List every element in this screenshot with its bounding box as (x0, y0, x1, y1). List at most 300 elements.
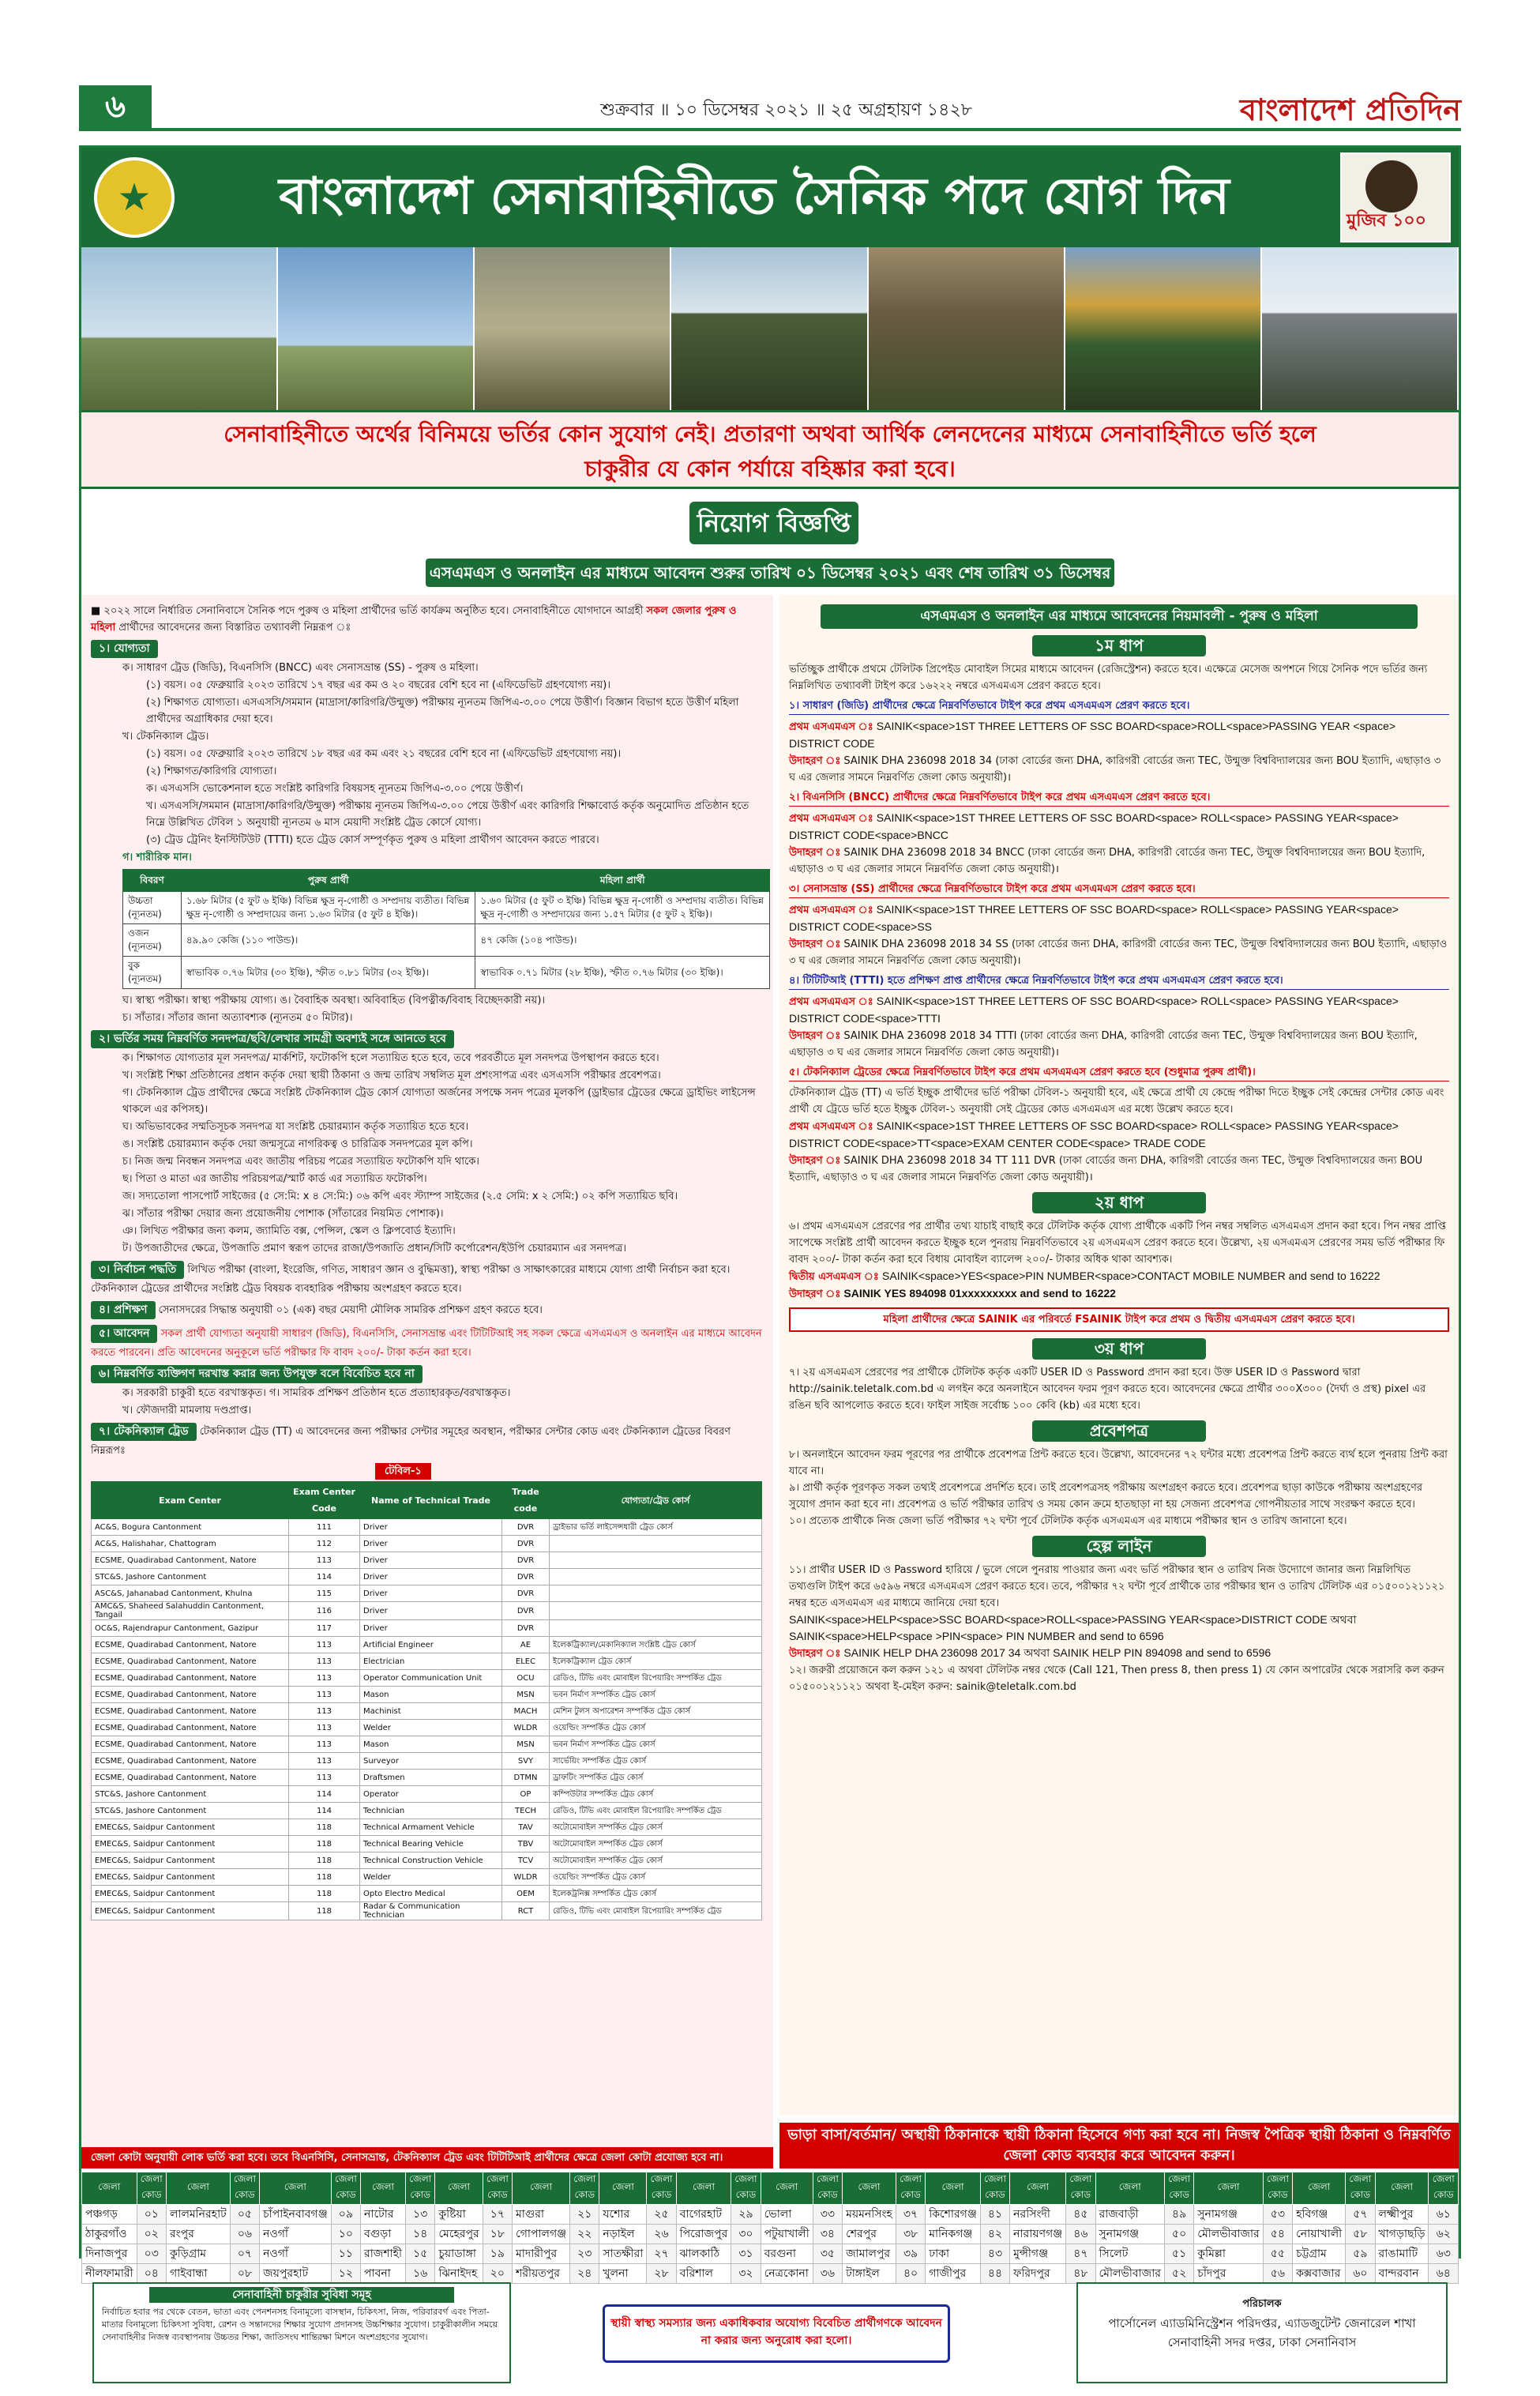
district-code: ৫৫ (1263, 2244, 1292, 2264)
district-code-header: জেলা কোড (1346, 2172, 1375, 2205)
district-code-header: জেলা কোড (137, 2172, 166, 2205)
table-cell: OP (502, 1786, 550, 1803)
text-line: সেনাসদরের সিদ্ধান্ত অনুযায়ী ০১ (এক) বছর মেয়াদী মৌলিক সামরিক প্রশিক্ষণ গ্রহণ করতে হবে। (158, 1304, 543, 1316)
table-cell: Driver (360, 1552, 502, 1569)
text-line: (২) শিক্ষাগত যোগ্যতা। এসএসসি/সমমান (মাদ্রাসা/কারিগরি/উন্মুক্ত) পরীক্ষায় ন্যূনতম জিপিএ-৩.০০ পেয়ে উত্তীর্ণ। বিজ্ঞান বিভাগ হতে উত্তীর্ণ মহিলা প্রার্থীদের অগ্রাধিকার দেয়া হবে। (146, 697, 739, 725)
table-cell: কম্পিউটার সম্পর্কিত ট্রেড কোর্স (550, 1786, 762, 1803)
district-name: কুড়িগ্রাম (166, 2244, 230, 2264)
table-row (92, 1886, 762, 1902)
district-code: ০৯ (331, 2205, 360, 2225)
district-name-header: জেলা (513, 2172, 570, 2205)
sms-rules-heading: এসএমএস ও অনলাইন এর মাধ্যমে আবেদনের নিয়মাবলী - পুরুষ ও মহিলা (821, 604, 1418, 629)
text-line: ক। এসএসসি ভোকেশনাল হতে সংশ্লিষ্ট কারিগরি বিষয়সহ ন্যূনতম জিপিএ-৩.০০ পেয়ে উত্তীর্ণ। (146, 783, 524, 795)
district-code-header: জেলা কোড (406, 2172, 435, 2205)
helpline-sms-example: SAINIK HELP DHA 236098 2017 34 অথবা SAINIK HELP PIN 894098 and send to 6596 (843, 1646, 1271, 1659)
helpline-text: ১১। প্রার্থীর USER ID ও Password হারিয়ে / ভুলে গেলে পুনরায় পাওয়ার জন্য এবং ভর্তি পরীক্ষার স্থান ও তারিখ নিজ উদ্যোগে জানার জন্য নিম্নলিখিত তথ্যগুলি টাইপ করে ৬৫৯৬ নম্বরে এসএমএস প্রেরণ করতে হবে। তবে, পরীক্ষার ৭২ ঘন্টা পূর্বে প্রার্থীকে তার পরীক্ষার স্থান ও তারিখ টেলিটক এর ০১৫০০১২১১২১ নম্বর হতে এসএমএস এর মাধ্যমে জানিয়ে দেয়া হবে। (789, 1564, 1445, 1609)
table-cell: ১.৬০ মিটার (৫ ফুট ৩ ইঞ্চি) বিভিন্ন ক্ষুদ্র নৃ-গোষ্ঠী ও সম্প্রদায় ব্যতীত। বিভিন্ন ক্ষুদ্র নৃ-গোষ্ঠী ও সম্প্রদায়ের জন্য ১.৫৭ মিটার (৫ ফুট ২ ইঞ্চি)। (475, 892, 770, 924)
district-code-header: জেলা কোড (813, 2172, 842, 2205)
table-cell: 113 (289, 1552, 360, 1569)
district-code: ৫০ (1164, 2225, 1193, 2244)
district-name: নোয়াখালী (1293, 2225, 1346, 2244)
text-line: (১) বয়স। ০৫ ফেব্রুয়ারি ২০২৩ তারিখে ১৭ বছর এর কম ও ২০ বছরের বেশি হবে না (এফিডেভিট গ্রহণযোগ্য নয়)। (146, 679, 610, 691)
table-cell: WLDR (502, 1720, 550, 1736)
table-row (82, 2225, 1459, 2244)
table-cell: 113 (289, 1670, 360, 1687)
tt-sms-format: SAINIK<space>1ST THREE LETTERS OF SSC BOARD<space> ROLL<space> PASSING YEAR<space> DISTRICT CODE<space>TT<space>EXAM CENTER CODE<space> TRADE CODE (789, 1119, 1399, 1149)
admit-card-heading: প্রবেশপত্র (1032, 1420, 1206, 1442)
district-code-header: জেলা কোড (1066, 2172, 1095, 2205)
step-3-text: ৭। ২য় এসএমএস প্রেরণের পর প্রার্থীকে টেলিটক কর্তৃক একটি USER ID ও Password প্রদান করা হবে। উক্ত USER ID ও Password দ্বারা http://sainik.teletalk.com.bd এ লগইন করে অনলাইনে আবেদন ফরম পূরণ করতে হবে। আবেদনের ক্ষেত্রে প্রার্থীর ৩০০X৩০০ (দৈর্ঘ্য ও প্রস্থ) pixel এর রঙিন ছবি আপলোড করতে হবে। ফাইল সাইজ সর্বোচ্চ ১০০ কেবি (kb) এর মধ্যে হবে। (789, 1367, 1426, 1412)
district-name: শরীয়তপুর (513, 2264, 570, 2284)
text-line: সকল প্রার্থী যোগ্যতা অনুযায়ী সাধারণ (জিডি), বিএনসিসি, সেনাসভ্রান্ত এবং টিটিটিআই সহ সকল ক্ষেত্রে এসএমএস ও অনলাইন এর মাধ্যমে আবেদন করতে পারবেন। (91, 1328, 762, 1359)
district-name: মানিকগঞ্জ (926, 2225, 981, 2244)
table-header: যোগ্যতা/ট্রেড কোর্স (550, 1482, 762, 1519)
district-code: ৪৩ (980, 2244, 1009, 2264)
table-cell: রেডিও, টিভি এবং মোবাইল রিপেয়ারিং সম্পর্কিত ট্রেড (550, 1670, 762, 1687)
table-cell: 113 (289, 1703, 360, 1720)
table-cell: 113 (289, 1736, 360, 1753)
table-cell: Driver (360, 1536, 502, 1552)
table-cell: স্বাভাবিক ০.৭৬ মিটার (৩০ ইঞ্চি), স্ফীত ০.৮১ মিটার (৩২ ইঞ্চি)। (181, 957, 475, 989)
district-name: নীলফামারী (82, 2264, 137, 2284)
director-box (1076, 2282, 1448, 2383)
table-header: বিবরণ (123, 870, 182, 892)
text-line: টেকনিক্যাল ট্রেড (TT) এ আবেদনের জন্য পরীক্ষার সেন্টার সমূহের অবস্থান, পরীক্ষার সেন্টার কোড এবং টেকনিক্যাল ট্রেডের বিবরণ নিম্নরূপঃ (91, 1426, 731, 1457)
table-cell: EMEC&S, Saidpur Cantonment (92, 1836, 289, 1852)
section-technical-trade: ৭। টেকনিক্যাল ট্রেড (91, 1423, 197, 1441)
district-code: ২৫ (647, 2205, 676, 2225)
district-name-header: জেলা (1194, 2172, 1263, 2205)
ss-sms-example: SAINIK DHA 236098 2018 34 SS (ঢাকা বোর্ডের জন্য DHA, কারিগরী বোর্ডের জন্য TEC, উন্মুক্ত বিশ্ববিদ্যালয়ের জন্য BOU ইত্যাদি, এছাড়াও ৩ ঘ এর জেলার সামনে নিম্নবর্ণিত জেলা কোড অনুযায়ী)। (789, 938, 1448, 967)
district-code-header: জেলা কোড (647, 2172, 676, 2205)
district-name: নারায়ণগঞ্জ (1010, 2225, 1066, 2244)
table-cell: রেডিও, টিভি এবং মোবাইল রিপেয়ারিং সম্পর্কিত ট্রেড (550, 1803, 762, 1819)
district-code: ৩৮ (896, 2225, 925, 2244)
district-quota-note: জেলা কোটা অনুযায়ী লোক ভর্তি করা হবে। তবে বিএনসিসি, সেনাসভ্রান্ত, টেকনিক্যাল ট্রেড এবং টিটিটিআই প্রার্থীদের ক্ষেত্রে জেলা কোটা প্রযোজ্য হবে না। (81, 2147, 773, 2168)
first-sms-label: প্রথম এসএমএস ঃ (789, 721, 873, 733)
table-cell: ECSME, Quadirabad Cantonment, Natore (92, 1552, 289, 1569)
list-item: ট। উপজাতীদের ক্ষেত্রে, উপজাতি প্রমাণ স্বরূপ তাদের রাজা/উপজাতি প্রধান/সিটি কর্পোরেশন/ইউপি চেয়ারম্যান এর সনদপত্র। (122, 1243, 627, 1254)
district-code: ৫৯ (1346, 2244, 1375, 2264)
first-sms-label: প্রথম এসএমএস ঃ (789, 905, 873, 916)
district-code: ১৯ (483, 2244, 512, 2264)
district-code: ৫১ (1164, 2244, 1193, 2264)
district-code: ৪৬ (1066, 2225, 1095, 2244)
table-row (92, 1819, 762, 1836)
page-number: ৬ (79, 85, 152, 130)
district-code: ২৪ (570, 2264, 599, 2284)
table-cell: 113 (289, 1753, 360, 1770)
district-name-header: জেলা (1375, 2172, 1429, 2205)
table-cell: Driver (360, 1602, 502, 1620)
example-label: উদাহরণ ঃ (789, 1030, 841, 1042)
tt-subheading: ৫। টেকনিক্যাল ট্রেডের ক্ষেত্রে নিম্নবর্ণিতভাবে টাইপ করে প্রথম এসএমএস প্রেরণ করতে হবে (শুধুমাত্র পুরুষ প্রার্থী)। (789, 1064, 1449, 1081)
ttti-subheading: ৪। টিটিটিআই (TTTI) হতে প্রশিক্ষণ প্রাপ্ত প্রার্থীদের ক্ষেত্রে নিম্নবর্ণিতভাবে টাইপ করে প্রথম এসএমএস প্রেরণ করতে হবে। (789, 972, 1449, 990)
table-cell: 114 (289, 1569, 360, 1585)
photo-training (475, 247, 671, 410)
table-row (92, 1653, 762, 1670)
table-cell: 111 (289, 1519, 360, 1536)
table-cell: AC&S, Halishahar, Chattogram (92, 1536, 289, 1552)
district-name: দিনাজপুর (82, 2244, 137, 2264)
photo-female-soldiers (869, 247, 1065, 410)
table-row (92, 1836, 762, 1852)
district-code: ০৬ (230, 2225, 259, 2244)
table-cell: SVY (502, 1753, 550, 1770)
district-code: ১০ (331, 2225, 360, 2244)
district-name: খাগড়াছড়ি (1375, 2225, 1429, 2244)
district-name-header: জেলা (1010, 2172, 1066, 2205)
district-code: ১৬ (406, 2264, 435, 2284)
table-cell: WLDR (502, 1869, 550, 1886)
district-code: ৬৪ (1429, 2264, 1459, 2284)
district-name: চুয়াডাঙ্গা (435, 2244, 483, 2264)
photo-soldiers-parade (671, 247, 868, 410)
text-line: (৩) ট্রেড ট্রেনিং ইনস্টিটিউট (TTTI) হতে ট্রেড কোর্স সম্পূর্ণকৃত পুরুষ ও মহিলা প্রার্থীগণ আবেদন করতে পারবে। (146, 834, 599, 846)
portrait-icon (1365, 160, 1418, 213)
newspaper-header (0, 0, 1540, 141)
section-ineligible: ৬। নিম্নবর্ণিত ব্যক্তিগণ দরখাস্ত করার জন্য উপযুক্ত বলে বিবেচিত হবে না (91, 1365, 423, 1383)
table-cell: 113 (289, 1720, 360, 1736)
table-cell: OCU (502, 1670, 550, 1687)
table-row (92, 1670, 762, 1687)
table-cell: DVR (502, 1552, 550, 1569)
table-cell: অটোমোবাইল সম্পর্কিত ট্রেড কোর্স (550, 1836, 762, 1852)
district-name: লক্ষ্মীপুর (1375, 2205, 1429, 2225)
table-cell: TCV (502, 1852, 550, 1869)
district-name: শেরপুর (843, 2225, 896, 2244)
photo-helicopter (81, 247, 278, 410)
table-cell: Technician (360, 1803, 502, 1819)
district-code: ০৩ (137, 2244, 166, 2264)
table-cell: 113 (289, 1687, 360, 1703)
district-name: ভোলা (761, 2205, 813, 2225)
district-code: ২২ (570, 2225, 599, 2244)
district-name: গাজীপুর (926, 2264, 981, 2284)
warning-line-2: চাকুরীর যে কোন পর্যায়ে বহিষ্কার করা হবে। (584, 456, 956, 482)
table-row (123, 892, 770, 924)
example-label: উদাহরণ ঃ (789, 1288, 841, 1300)
district-name: গোপালগঞ্জ (513, 2225, 570, 2244)
district-code-header: জেলা কোড (1164, 2172, 1193, 2205)
gd-sms-example: SAINIK DHA 236098 2018 34 (ঢাকা বোর্ডের জন্য DHA, কারিগরী বোর্ডের জন্য TEC, উন্মুক্ত বিশ্ববিদ্যালয়ের জন্য BOU ইত্যাদি, এছাড়াও ৩ ঘ এর জেলার সামনে নিম্নবর্ণিত জেলা কোড অনুযায়ী)। (789, 755, 1441, 784)
district-name: চাঁপাইনবাবগঞ্জ (260, 2205, 332, 2225)
district-code: ৩৪ (813, 2225, 842, 2244)
district-code: ২৮ (647, 2264, 676, 2284)
section-eligibility: ১। যোগ্যতা (91, 640, 158, 658)
table-cell: DVR (502, 1602, 550, 1620)
district-name: টাঙ্গাইল (843, 2264, 896, 2284)
district-name-header: জেলা (166, 2172, 230, 2205)
table-cell: Operator (360, 1786, 502, 1803)
first-sms-label: প্রথম এসএমএস ঃ (789, 996, 873, 1008)
table-cell: ECSME, Quadirabad Cantonment, Natore (92, 1736, 289, 1753)
fsainik-note: মহিলা প্রার্থীদের ক্ষেত্রে SAINIK এর পরিবর্তে FSAINIK টাইপ করে প্রথম ও দ্বিতীয় এসএমএস প্রেরণ করতে হবে। (789, 1307, 1449, 1332)
table-cell: অটোমোবাইল সম্পর্কিত ট্রেড কোর্স (550, 1852, 762, 1869)
table-cell: Welder (360, 1720, 502, 1736)
table-cell: 118 (289, 1902, 360, 1920)
example-label: উদাহরণ ঃ (789, 755, 841, 767)
district-code: ০৭ (230, 2244, 259, 2264)
district-name: কিশোরগঞ্জ (926, 2205, 981, 2225)
text-line: চ। সাঁতার। সাঁতার জানা অত্যাবশ্যক (ন্যূনতম ৫০ মিটার)। (122, 1012, 353, 1024)
table-cell: ড্রাফটিং সম্পর্কিত ট্রেড কোর্স (550, 1770, 762, 1786)
district-name: নওগাঁ (260, 2244, 332, 2264)
district-name: কক্সবাজার (1293, 2264, 1346, 2284)
district-name: বান্দরবান (1375, 2264, 1429, 2284)
table-cell: EMEC&S, Saidpur Cantonment (92, 1886, 289, 1902)
district-name: মৌলভীবাজার (1095, 2264, 1164, 2284)
district-code: ৬০ (1346, 2264, 1375, 2284)
helpline-sms-format: SAINIK<space>HELP<space>SSC BOARD<space>ROLL<space>PASSING YEAR<space>DISTRICT CODE অথবা SAINIK<space>HELP<space >PIN<space> PIN NUMBER and send to 6596 (789, 1613, 1357, 1642)
table-cell: EMEC&S, Saidpur Cantonment (92, 1869, 289, 1886)
district-code: ৪০ (896, 2264, 925, 2284)
district-name: বাগেরহাট (676, 2205, 731, 2225)
district-name: গাইবান্ধা (166, 2264, 230, 2284)
list-item: খ। সংশ্লিষ্ট শিক্ষা প্রতিষ্ঠানের প্রধান কর্তৃক দেয়া স্থায়ী ঠিকানা ও জন্ম তারিখ সম্বলিত মূল প্রশংসাপত্র এবং এসএসসি পরীক্ষার প্রবেশপত্র। (122, 1070, 661, 1081)
table-cell: ৪৯.৯০ কেজি (১১০ পাউন্ড)। (181, 924, 475, 957)
warning-line-1: সেনাবাহিনীতে অর্থের বিনিময়ে ভর্তির কোন সুযোগ নেই। প্রতারণা অথবা আর্থিক লেনদেনের মাধ্যমে সেনাবাহিনীতে ভর্তি হলে (223, 421, 1317, 447)
table-row (92, 1620, 762, 1637)
table-cell: 118 (289, 1836, 360, 1852)
district-code: ২৭ (647, 2244, 676, 2264)
benefits-title: সেনাবাহিনী চাকুরীর সুবিধা সমূহ (149, 2287, 454, 2303)
table-cell: Technical Bearing Vehicle (360, 1836, 502, 1852)
district-code: ৪৯ (1164, 2205, 1193, 2225)
district-code-header: জেলা কোড (1263, 2172, 1292, 2205)
district-name: রাঙামাটি (1375, 2244, 1429, 2264)
table-cell: ELEC (502, 1653, 550, 1670)
table-row (123, 924, 770, 957)
table-cell: ইলেকট্রনিক্স সম্পর্কিত ট্রেড কোর্স (550, 1886, 762, 1902)
district-name: নাটোর (361, 2205, 406, 2225)
text-line: ক। সরকারী চাকুরী হতে বরখাস্তকৃত। গ। সামরিক প্রশিক্ষণ প্রতিষ্ঠান হতে প্রত্যাহারকৃত/বরখাস্তকৃত। (122, 1387, 511, 1399)
district-name: নড়াইল (599, 2225, 647, 2244)
table-cell: 116 (289, 1602, 360, 1620)
section-application: ৫। আবেদন (91, 1325, 157, 1343)
district-code: ১২ (331, 2264, 360, 2284)
district-code: ০২ (137, 2225, 166, 2244)
district-code: ৩২ (731, 2264, 761, 2284)
step-3-heading: ৩য় ধাপ (1032, 1338, 1206, 1360)
table-cell: ECSME, Quadirabad Cantonment, Natore (92, 1703, 289, 1720)
benefits-text: নির্বাচিত হবার পর থেকে বেতন, ভাতা এবং পেনশনসহ বিনামূল্যে বাসস্থান, চিকিৎসা, নিজ, পরিবারবর্গ এবং পিতা-মাতার বিনামূল্যে চিকিৎসা সুবিধা, রেশন ও সন্তানদের শিক্ষার সুযোগ প্রদানসহ উচ্চশিক্ষার সুযোগ। চাকুরীকালীন সময়ে সেনাবাহিনীর নিজস্ব ব্যবস্থাপনায় উচ্চতর শিক্ষা, জাতিসংঘ শান্তিরক্ষা মিশনে অংশগ্রহণের সুযোগ। (102, 2307, 498, 2342)
table-header: Name of Technical Trade (360, 1482, 502, 1519)
district-name: মৌলভীবাজার (1194, 2225, 1263, 2244)
district-name-header: জেলা (82, 2172, 137, 2205)
district-name-header: জেলা (260, 2172, 332, 2205)
table-cell: ওয়েল্ডিং সম্পর্কিত ট্রেড কোর্স (550, 1869, 762, 1886)
table-row (92, 1753, 762, 1770)
table-cell: ECSME, Quadirabad Cantonment, Natore (92, 1753, 289, 1770)
table-cell: EMEC&S, Saidpur Cantonment (92, 1852, 289, 1869)
table-cell: 118 (289, 1852, 360, 1869)
district-code: ৪৮ (1066, 2264, 1095, 2284)
table-cell: 112 (289, 1536, 360, 1552)
table-cell: Welder (360, 1869, 502, 1886)
table-cell: ওজন (ন্যূনতম) (123, 924, 182, 957)
text-line: খ। টেকনিক্যাল ট্রেড। (122, 731, 209, 743)
table-header: Exam Center Code (289, 1482, 360, 1519)
table-cell: 113 (289, 1653, 360, 1670)
bncc-sms-format: SAINIK<space>1ST THREE LETTERS OF SSC BOARD<space> ROLL<space> PASSING YEAR<space> DISTRICT CODE<space>BNCC (789, 811, 1399, 841)
district-code: ৫৩ (1263, 2205, 1292, 2225)
table-row (82, 2244, 1459, 2264)
table-cell: DVR (502, 1519, 550, 1536)
table-cell: ভবন নির্মাণ সম্পর্কিত ট্রেড কোর্স (550, 1736, 762, 1753)
documents-list (91, 1050, 764, 1257)
header-rule (79, 128, 1461, 131)
gd-subheading: ১। সাধারণ (জিডি) প্রার্থীদের ক্ষেত্রে নিম্নবর্ণিতভাবে টাইপ করে প্রথম এসএমএস প্রেরণ করতে হবে। (789, 698, 1449, 715)
advert-footer (81, 2273, 1459, 2396)
district-name: সুনামগঞ্জ (1194, 2205, 1263, 2225)
table-cell: DVR (502, 1585, 550, 1602)
table-cell: TECH (502, 1803, 550, 1819)
district-code: ০৫ (230, 2205, 259, 2225)
district-code: ৪২ (980, 2225, 1009, 2244)
table-cell: TAV (502, 1819, 550, 1836)
district-code: ৫৭ (1346, 2205, 1375, 2225)
list-item: ক। শিক্ষাগত যোগ্যতার মূল সনদপত্র/ মার্কশিট, ফটোকপি হলে সত্যায়িত হতে হবে, তবে পরবর্তীতে মূল সনদপত্র উপস্থাপন করতে হবে। (122, 1052, 659, 1064)
table-row (92, 1869, 762, 1886)
district-header-row (82, 2172, 1459, 2205)
district-name: পিরোজপুর (676, 2225, 731, 2244)
district-code: ২১ (570, 2205, 599, 2225)
district-code: ৬২ (1429, 2225, 1459, 2244)
district-name: পটুয়াখালী (761, 2225, 813, 2244)
table-cell: Technical Construction Vehicle (360, 1852, 502, 1869)
table-cell: STC&S, Jashore Cantonment (92, 1786, 289, 1803)
district-name: চট্টগ্রাম (1293, 2244, 1346, 2264)
district-code: ৬১ (1429, 2205, 1459, 2225)
district-name: নরসিংদী (1010, 2205, 1066, 2225)
table-cell: 118 (289, 1869, 360, 1886)
table-cell: Driver (360, 1620, 502, 1637)
district-name-header: জেলা (1293, 2172, 1346, 2205)
ttti-sms-format: SAINIK<space>1ST THREE LETTERS OF SSC BOARD<space> ROLL<space> PASSING YEAR<space> DISTRICT CODE<space>TTTI (789, 995, 1399, 1025)
table-row (92, 1736, 762, 1753)
table-row (92, 1770, 762, 1786)
first-sms-label: প্রথম এসএমএস ঃ (789, 1121, 873, 1133)
table-cell: MACH (502, 1703, 550, 1720)
text-line: (১) বয়স। ০৫ ফেব্রুয়ারি ২০২৩ তারিখে ১৮ বছর এর কম এবং ২১ বছরের বেশি হবে না (এফিডেভিট গ্রহণযোগ্য নয়)। (146, 748, 622, 760)
district-name-header: জেলা (843, 2172, 896, 2205)
bncc-sms-example: SAINIK DHA 236098 2018 34 BNCC (ঢাকা বোর্ডের জন্য DHA, কারিগরী বোর্ডের জন্য TEC, উন্মুক্ত বিশ্ববিদ্যালয়ের জন্য BOU ইত্যাদি, এছাড়াও ৩ ঘ এর জেলার সামনে নিম্নবর্ণিত জেলা কোড অনুযায়ী)। (789, 847, 1425, 875)
district-code: ৪৭ (1066, 2244, 1095, 2264)
bncc-subheading: ২। বিএনসিসি (BNCC) প্রার্থীদের ক্ষেত্রে নিম্নবর্ণিতভাবে টাইপ করে প্রথম এসএমএস প্রেরণ করতে হবে। (789, 789, 1449, 807)
text-line: লিখিত পরীক্ষা (বাংলা, ইংরেজি, গণিত, সাধারণ জ্ঞান ও বুদ্ধিমত্তা), স্বাস্থ্য পরীক্ষা ও সাক্ষাৎকারের মাধ্যমে যোগ্য প্রার্থী নির্বাচন করা হবে। টেকনিক্যাল ট্রেডের প্রার্থীদের সংশ্লিষ্ট ট্রেড বিষয়ক ব্যবহারিক পরীক্ষায় অংশগ্রহণ করতে হবে। (91, 1264, 731, 1295)
health-note-box: স্থায়ী স্বাস্থ্য সমস্যার জন্য একাধিকবার অযোগ্য বিবেচিত প্রার্থীগণকে আবেদন না করার জন্য অনুরোধ করা হলো। (603, 2304, 950, 2363)
table-cell: EMEC&S, Saidpur Cantonment (92, 1902, 289, 1920)
table-cell: Technical Armament Vehicle (360, 1819, 502, 1836)
district-code: ৩৫ (813, 2244, 842, 2264)
example-label: উদাহরণ ঃ (789, 1155, 841, 1167)
table-cell: ইলেকট্রিক্যাল ট্রেড কোর্স (550, 1653, 762, 1670)
district-name: খুলনা (599, 2264, 647, 2284)
table-cell: Driver (360, 1569, 502, 1585)
district-name: পাবনা (361, 2264, 406, 2284)
district-name: পঞ্চগড় (82, 2205, 137, 2225)
table-cell (550, 1620, 762, 1637)
district-name: বরিশাল (676, 2264, 731, 2284)
list-item: ৯। প্রার্থী কর্তৃক পূরণকৃত সকল তথ্যই প্রবেশপত্রে প্রদর্শিত হবে। তাই প্রবেশপত্রসহ পরীক্ষায় অংশগ্রহণ করতে হবে। প্রবেশপত্র ছাড়া কাউকে পরীক্ষায় অংশগ্রহণের সুযোগ প্রদান করা হবে না। প্রবেশপত্র ও ভর্তি পরীক্ষার তারিখ ও সময় কোন ক্রমে হাতছাড়া না হয় সেজন্য প্রবেশপত্র গোপনীয়তার সাথে সংরক্ষণ করতে হবে। (789, 1482, 1422, 1510)
table-row (92, 1902, 762, 1920)
district-code-header: জেলা কোড (1429, 2172, 1459, 2205)
table-cell: ECSME, Quadirabad Cantonment, Natore (92, 1687, 289, 1703)
director-line-2: সেনাবাহিনী সদর দপ্তর, ঢাকা সেনানিবাস (1167, 2335, 1357, 2349)
helpline-heading: হেল্প লাইন (1032, 1536, 1206, 1557)
table-cell: 114 (289, 1786, 360, 1803)
table-cell: Draftsmen (360, 1770, 502, 1786)
district-name: মাদারীপুর (513, 2244, 570, 2264)
district-name: মুন্সীগঞ্জ (1010, 2244, 1066, 2264)
district-name-header: জেলা (761, 2172, 813, 2205)
table-cell: STC&S, Jashore Cantonment (92, 1803, 289, 1819)
list-item: গ। টেকনিক্যাল ট্রেড প্রার্থীদের ক্ষেত্রে সংশ্লিষ্ট টেকনিক্যাল ট্রেড কোর্স যোগ্যতা অর্জনের সপক্ষে সনদ পত্রের মূলকপি (ড্রাইভার ট্রেডের ক্ষেত্রে ড্রাইভিং লাইসেন্স থাকলে এর কপিসহ)। (122, 1087, 756, 1115)
district-code: ০৮ (230, 2264, 259, 2284)
title-banner (81, 148, 1459, 247)
table-cell: Opto Electro Medical (360, 1886, 502, 1902)
table-cell: TBV (502, 1836, 550, 1852)
table-cell: DVR (502, 1536, 550, 1552)
district-name: মাগুরা (513, 2205, 570, 2225)
table-cell: ECSME, Quadirabad Cantonment, Natore (92, 1637, 289, 1653)
table-row (92, 1552, 762, 1569)
table-cell (550, 1536, 762, 1552)
district-code-header: জেলা কোড (731, 2172, 761, 2205)
benefits-box (92, 2282, 511, 2383)
helpline-contact: ১২। জরুরী প্রয়োজনে কল করুন ১২১ এ অথবা টেলিটক নম্বর থেকে (Call 121, Then press 8, then press 1) যে কোন অপারেটর থেকে সরাসরি কল করুন ০১৫০০১২১১২১ অথবা ই-মেইল করুন: sainik@teletalk.com.bd (789, 1664, 1444, 1693)
table-cell: 114 (289, 1803, 360, 1819)
table-cell: Electrician (360, 1653, 502, 1670)
ttti-sms-example: SAINIK DHA 236098 2018 34 TTTI (ঢাকা বোর্ডের জন্য DHA, কারিগরী বোর্ডের জন্য TEC, উন্মুক্ত বিশ্ববিদ্যালয়ের জন্য BOU ইত্যাদি, এছাড়াও ৩ ঘ এর জেলার সামনে নিম্নবর্ণিত জেলা কোড অনুযায়ী)। (789, 1030, 1418, 1059)
table-cell (550, 1602, 762, 1620)
district-code: ৩০ (731, 2225, 761, 2244)
district-code: ২৬ (647, 2225, 676, 2244)
table-cell: DVR (502, 1620, 550, 1637)
district-code: ১৪ (406, 2225, 435, 2244)
table-cell: Driver (360, 1519, 502, 1536)
table-cell (550, 1585, 762, 1602)
text-line: ক। সাধারণ ট্রেড (জিডি), বিএনসিসি (BNCC) এবং সেনাসভ্রান্ত (SS) - পুরুষ ও মহিলা। (122, 662, 479, 674)
district-code-table (81, 2172, 1459, 2284)
table-cell: AMC&S, Shaheed Salahuddin Cantonment, Tangail (92, 1602, 289, 1620)
text-line: খ। এসএসসি/সমমান (মাদ্রাসা/কারিগরি/উন্মুক্ত) পরীক্ষায় ন্যূনতম জিপিএ-৩.০০ পেয়ে উত্তীর্ণ এবং কারিগরি শিক্ষাবোর্ড কর্তৃক অনুমোদিত প্রতিষ্ঠান হতে নিম্নে উল্লিখিত টেবিল ১ অনুযায়ী ন্যূনতম ৬ মাস মেয়াদী সংশ্লিষ্ট ট্রেড কোর্সে যোগ্য। (146, 800, 749, 829)
table-cell: 117 (289, 1620, 360, 1637)
first-sms-label: প্রথম এসএমএস ঃ (789, 813, 873, 825)
table-row (92, 1536, 762, 1552)
newspaper-logo: বাংলাদেশ প্রতিদিন (1239, 92, 1461, 127)
list-item: ঙ। সংশ্লিষ্ট চেয়ারম্যান কর্তৃক দেয়া জন্মসূত্রে নাগরিকত্ব ও চারিত্রিক সনদপত্রের মূল কপি। (122, 1138, 473, 1150)
table-cell: 118 (289, 1886, 360, 1902)
gd-sms-format: SAINIK<space>1ST THREE LETTERS OF SSC BOARD<space>ROLL<space>PASSING YEAR <space> DISTRICT CODE (789, 720, 1396, 750)
district-name: রাজশাহী (361, 2244, 406, 2264)
text-line: খ। ফৌজদারী মামলায় দণ্ডপ্রাপ্ত। (122, 1405, 252, 1416)
district-code: ৪৫ (1066, 2205, 1095, 2225)
table-cell: STC&S, Jashore Cantonment (92, 1569, 289, 1585)
table-cell: MSN (502, 1687, 550, 1703)
district-rows (82, 2205, 1459, 2284)
notice-title: নিয়োগ বিজ্ঞপ্তি (689, 502, 858, 544)
table-cell: MSN (502, 1736, 550, 1753)
district-name: রাজবাড়ী (1095, 2205, 1164, 2225)
text-line: গ। শারীরিক মান। (122, 852, 192, 863)
list-item: চ। নিজ জন্ম নিবন্ধন সনদপত্র এবং জাতীয় পরিচয় পত্রের সত্যায়িত ফটোকপি যদি থাকে। (122, 1156, 479, 1168)
table-cell: Driver (360, 1585, 502, 1602)
district-name: ঢাকা (926, 2244, 981, 2264)
district-name: বগুড়া (361, 2225, 406, 2244)
district-name: লালমনিরহাট (166, 2205, 230, 2225)
